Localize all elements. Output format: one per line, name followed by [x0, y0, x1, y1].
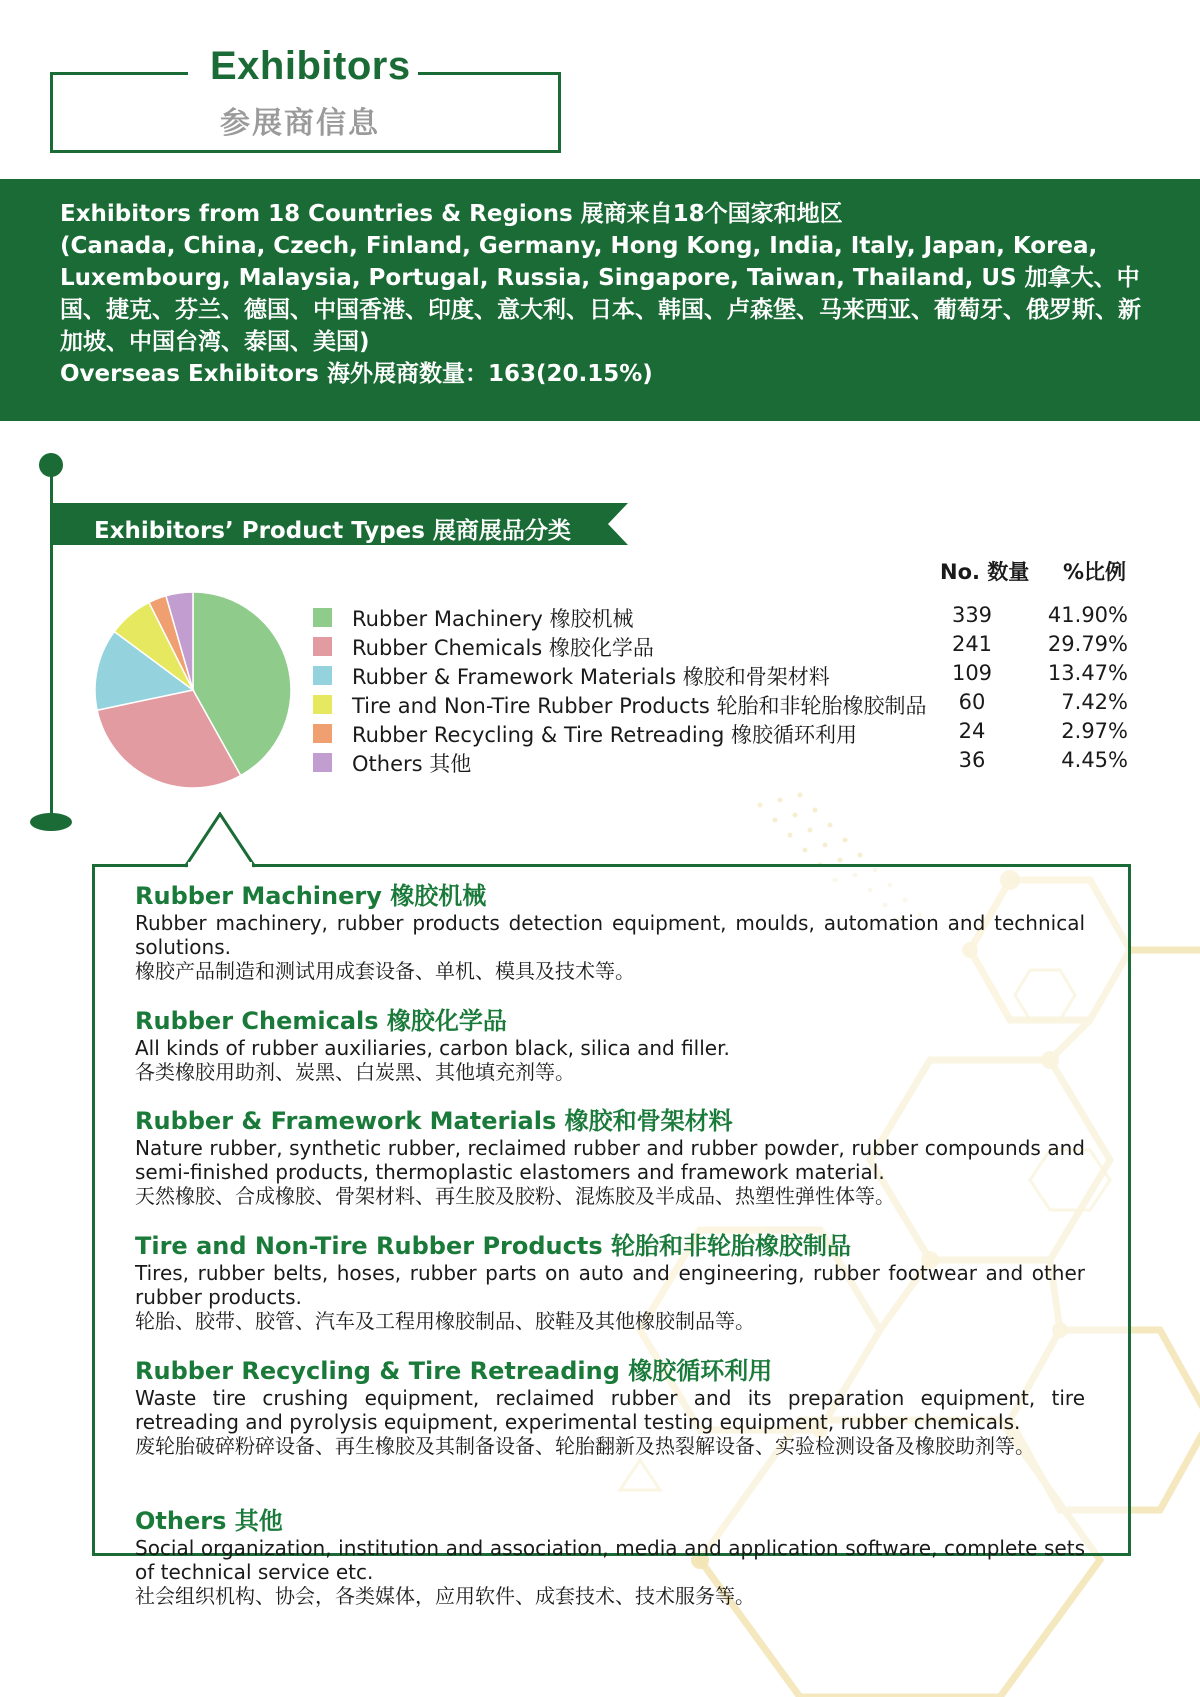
- legend-label: Others 其他: [352, 752, 472, 776]
- value-label: 241: [951, 632, 993, 656]
- legend-swatch: [313, 724, 332, 743]
- column-header-number: No. 数量: [940, 560, 1030, 584]
- percent-label: 41.90%: [1047, 603, 1128, 627]
- description-tire-products: [135, 1231, 1085, 1333]
- description-english: Tires, rubber belts, hoses, rubber parts on auto and engineering, rubber footwear and other rubber products.: [135, 1261, 1085, 1309]
- description-chinese: 橡胶产品制造和测试用成套设备、单机、模具及技术等。: [135, 959, 635, 983]
- description-english: Social organization, institution and association, media and application software, complete sets of technical service etc.: [135, 1536, 1085, 1584]
- legend-swatch: [313, 695, 332, 714]
- summary-text: [60, 198, 1145, 390]
- description-rubber-machinery: [135, 881, 1085, 983]
- callout-pointer-gap: [188, 862, 252, 868]
- value-label: 109: [951, 661, 993, 685]
- description-heading: Tire and Non-Tire Rubber Products 轮胎和非轮胎橡胶制品: [135, 1232, 851, 1260]
- description-chinese: 社会组织机构、协会，各类媒体，应用软件、成套技术、技术服务等。: [135, 1584, 755, 1608]
- description-framework-materials: [135, 1106, 1085, 1208]
- legend-label: Rubber & Framework Materials 橡胶和骨架材料: [352, 665, 830, 689]
- legend-label: Tire and Non-Tire Rubber Products 轮胎和非轮胎橡胶制品: [352, 694, 927, 718]
- column-header-percent: %比例: [1063, 560, 1127, 584]
- legend-swatch: [313, 637, 332, 656]
- page-subtitle: 参展商信息: [220, 106, 380, 141]
- percent-label: 29.79%: [1047, 632, 1128, 656]
- description-chinese: 各类橡胶用助剂、炭黑、白炭黑、其他填充剂等。: [135, 1060, 575, 1084]
- banner-pole-top: [39, 453, 63, 477]
- description-english: Nature rubber, synthetic rubber, reclaimed rubber and rubber powder, rubber compounds and semi-finished products, thermoplastic elastomers and framework material.: [135, 1136, 1085, 1184]
- value-label: 36: [958, 748, 986, 772]
- countries-heading: Exhibitors from 18 Countries & Regions 展商来自18个国家和地区: [60, 201, 843, 227]
- percent-label: 7.42%: [1061, 690, 1128, 714]
- legend-swatch: [313, 666, 332, 685]
- percent-label: 13.47%: [1047, 661, 1128, 685]
- description-heading: Rubber & Framework Materials 橡胶和骨架材料: [135, 1107, 733, 1135]
- countries-list: (Canada, China, Czech, Finland, Germany, Hong Kong, India, Italy, Japan, Korea, Luxembourg, Malaysia, Portugal, Russia, Singapore, Taiwan, Thailand, US 加拿大、中国、捷克、芬兰、德国、中国香港、印度、意大利、日本、韩国、卢森堡、马来西亚、葡萄牙、俄罗斯、新加坡、中国台湾、泰国、美国): [60, 233, 1141, 355]
- product-types-pie-chart: [93, 590, 293, 790]
- description-chinese: 轮胎、胶带、胶管、汽车及工程用橡胶制品、胶鞋及其他橡胶制品等。: [135, 1309, 755, 1333]
- description-heading: Others 其他: [135, 1507, 283, 1535]
- callout-pointer: [185, 812, 255, 868]
- legend-swatch: [313, 608, 332, 627]
- description-chinese: 天然橡胶、合成橡胶、骨架材料、再生胶及胶粉、混炼胶及半成品、热塑性弹性体等。: [135, 1184, 895, 1208]
- description-rubber-chemicals: [135, 1006, 1085, 1084]
- legend-swatch: [313, 753, 332, 772]
- legend-label: Rubber Machinery 橡胶机械: [352, 607, 634, 631]
- section-title: Exhibitors’ Product Types 展商展品分类: [94, 518, 571, 544]
- description-chinese: 废轮胎破碎粉碎设备、再生橡胶及其制备设备、轮胎翻新及热裂解设备、实验检测设备及橡胶助剂等。: [135, 1434, 1035, 1458]
- description-heading: Rubber Machinery 橡胶机械: [135, 882, 487, 910]
- legend-label: Rubber Chemicals 橡胶化学品: [352, 636, 654, 660]
- description-others: [135, 1506, 1085, 1608]
- percent-label: 2.97%: [1061, 719, 1128, 743]
- value-label: 339: [951, 603, 993, 627]
- description-english: Rubber machinery, rubber products detection equipment, moulds, automation and technical solutions.: [135, 911, 1085, 959]
- value-label: 24: [958, 719, 986, 743]
- description-heading: Rubber Recycling & Tire Retreading 橡胶循环利用: [135, 1357, 773, 1385]
- description-english: All kinds of rubber auxiliaries, carbon black, silica and filler.: [135, 1036, 730, 1060]
- title-frame-top-left: [50, 72, 188, 75]
- overseas-count: Overseas Exhibitors 海外展商数量：163(20.15%): [60, 361, 653, 387]
- description-rubber-recycling: [135, 1356, 1085, 1458]
- percent-label: 4.45%: [1061, 748, 1128, 772]
- page-title: Exhibitors: [210, 44, 411, 88]
- description-english: Waste tire crushing equipment, reclaimed rubber and its preparation equipment, tire retreading and pyrolysis equipment, experimental testing equipment, rubber chemicals.: [135, 1386, 1085, 1434]
- title-frame-top-right: [418, 72, 558, 75]
- description-heading: Rubber Chemicals 橡胶化学品: [135, 1007, 507, 1035]
- legend-label: Rubber Recycling & Tire Retreading 橡胶循环利用: [352, 723, 857, 747]
- value-label: 60: [958, 690, 986, 714]
- banner-pole-base: [30, 813, 72, 831]
